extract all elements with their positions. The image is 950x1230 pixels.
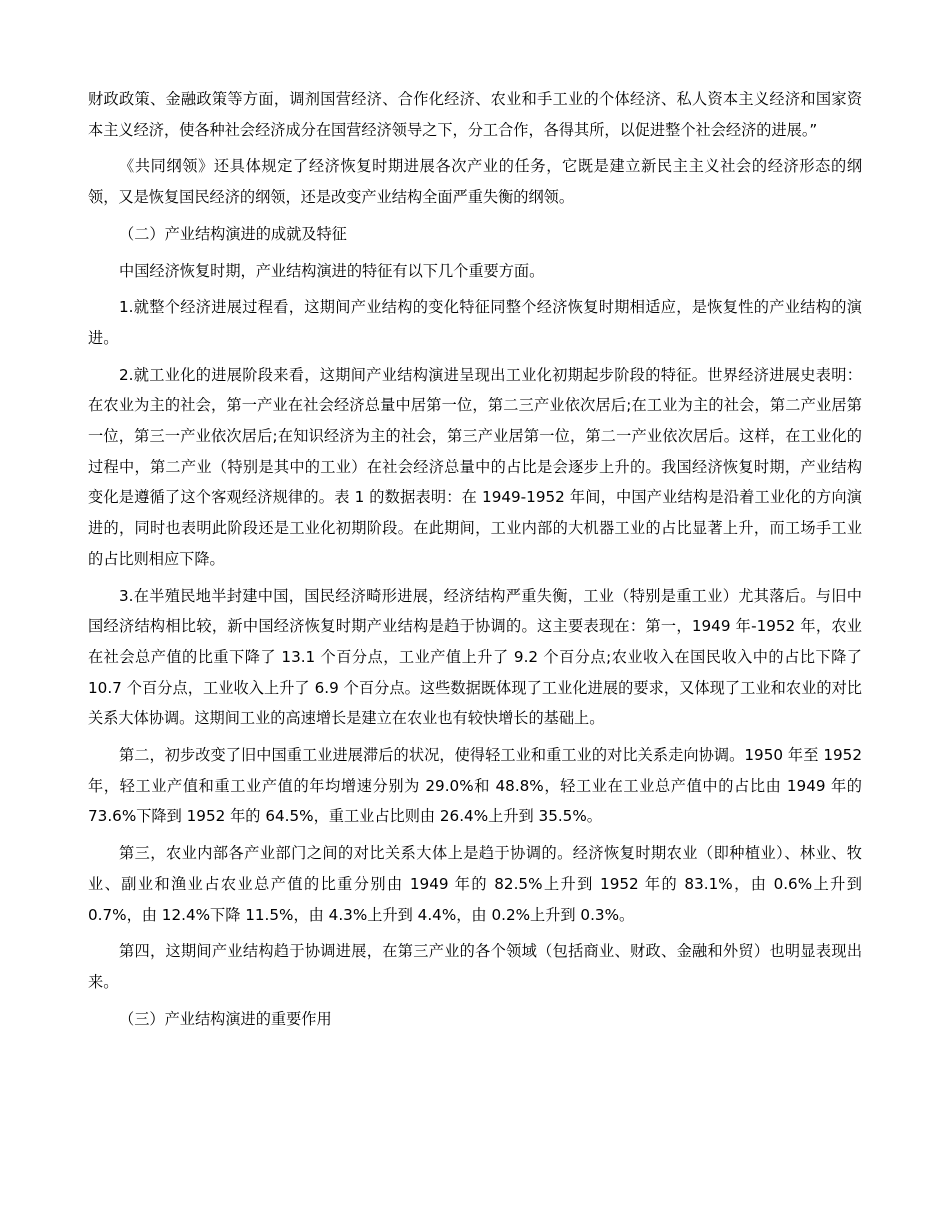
paragraph-point-3: 3.在半殖民地半封建中国，国民经济畸形进展，经济结构严重失衡，工业（特别是重工业）尤其落后。与旧中国经济结构相比较，新中国经济恢复时期产业结构是趋于协调的。这主要表现在：第一，1949 年-1952 年，农业在社会总产值的比重下降了 13.1 个百分点，工业产值上升了 9.2 个百分点;农业收入在国民收入中的占比下降了 10.7 个百分点，工业收入上升了 6.9 个百分点。这些数据既体现了工业化进展的要求，又体现了工业和农业的对比关系大体协调。这期间工业的高速增长是建立在农业也有较快增长的基础上。: [88, 586, 862, 728]
paragraph-fourth: 第四，这期间产业结构趋于协调进展，在第三产业的各个领域（包括商业、财政、金融和外贸）也明显表现出来。: [88, 942, 862, 991]
section-heading-achievements: （二）产业结构演进的成就及特征: [119, 224, 347, 243]
paragraph-common-program: 《共同纲领》还具体规定了经济恢复时期进展各次产业的任务，它既是建立新民主主义社会的经济形态的纲领，又是恢复国民经济的纲领，还是改变产业结构全面严重失衡的纲领。: [88, 157, 862, 207]
paragraph-point-1: 1.就整个经济进展过程看，这期间产业结构的变化特征同整个经济恢复时期相适应，是恢复性的产业结构的演进。: [88, 298, 862, 347]
paragraph-continuation: 财政政策、金融政策等方面，调剂国营经济、合作化经济、农业和手工业的个体经济、私人资本主义经济和国家资本主义经济，使各种社会经济成分在国营经济领导之下，分工合作，各得其所，以促进整个社会经济的进展。”: [88, 90, 862, 139]
paragraph-features-intro: 中国经济恢复时期，产业结构演进的特征有以下几个重要方面。: [119, 261, 545, 280]
section-heading-role: （三）产业结构演进的重要作用: [119, 1009, 332, 1028]
document-body: [88, 84, 862, 1040]
paragraph-point-2: 2.就工业化的进展阶段来看，这期间产业结构演进呈现出工业化初期起步阶段的特征。世界经济进展史表明：在农业为主的社会，第一产业在社会经济总量中居第一位，第二三产业依次居后;在工业为主的社会，第二产业居第一位，第三一产业依次居后;在知识经济为主的社会，第三产业居第一位，第二一产业依次居后。这样，在工业化的过程中，第二产业（特别是其中的工业）在社会经济总量中的占比是会逐步上升的。我国经济恢复时期，产业结构变化是遵循了这个客观经济规律的。表 1 的数据表明：在 1949-1952 年间，中国产业结构是沿着工业化的方向演进的，同时也表明此阶段还是工业化初期阶段。在此期间，工业内部的大机器工业的占比显著上升，而工场手工业的占比则相应下降。: [88, 365, 862, 568]
paragraph-second: 第二，初步改变了旧中国重工业进展滞后的状况，使得轻工业和重工业的对比关系走向协调。1950 年至 1952 年，轻工业产值和重工业产值的年均增速分别为 29.0%和 48.8%，轻工业在工业总产值中的占比由 1949 年的 73.6%下降到 1952 年的 64.5%，重工业占比则由 26.4%上升到 35.5%。: [88, 746, 862, 826]
paragraph-third: 第三，农业内部各产业部门之间的对比关系大体上是趋于协调的。经济恢复时期农业（即种植业）、林业、牧业、副业和渔业占农业总产值的比重分别由 1949 年的 82.5%上升到 1952 年的 83.1%，由 0.6%上升到 0.7%，由 12.4%下降 11.5%，由 4.3%上升到 4.4%，由 0.2%上升到 0.3%。: [88, 844, 862, 924]
